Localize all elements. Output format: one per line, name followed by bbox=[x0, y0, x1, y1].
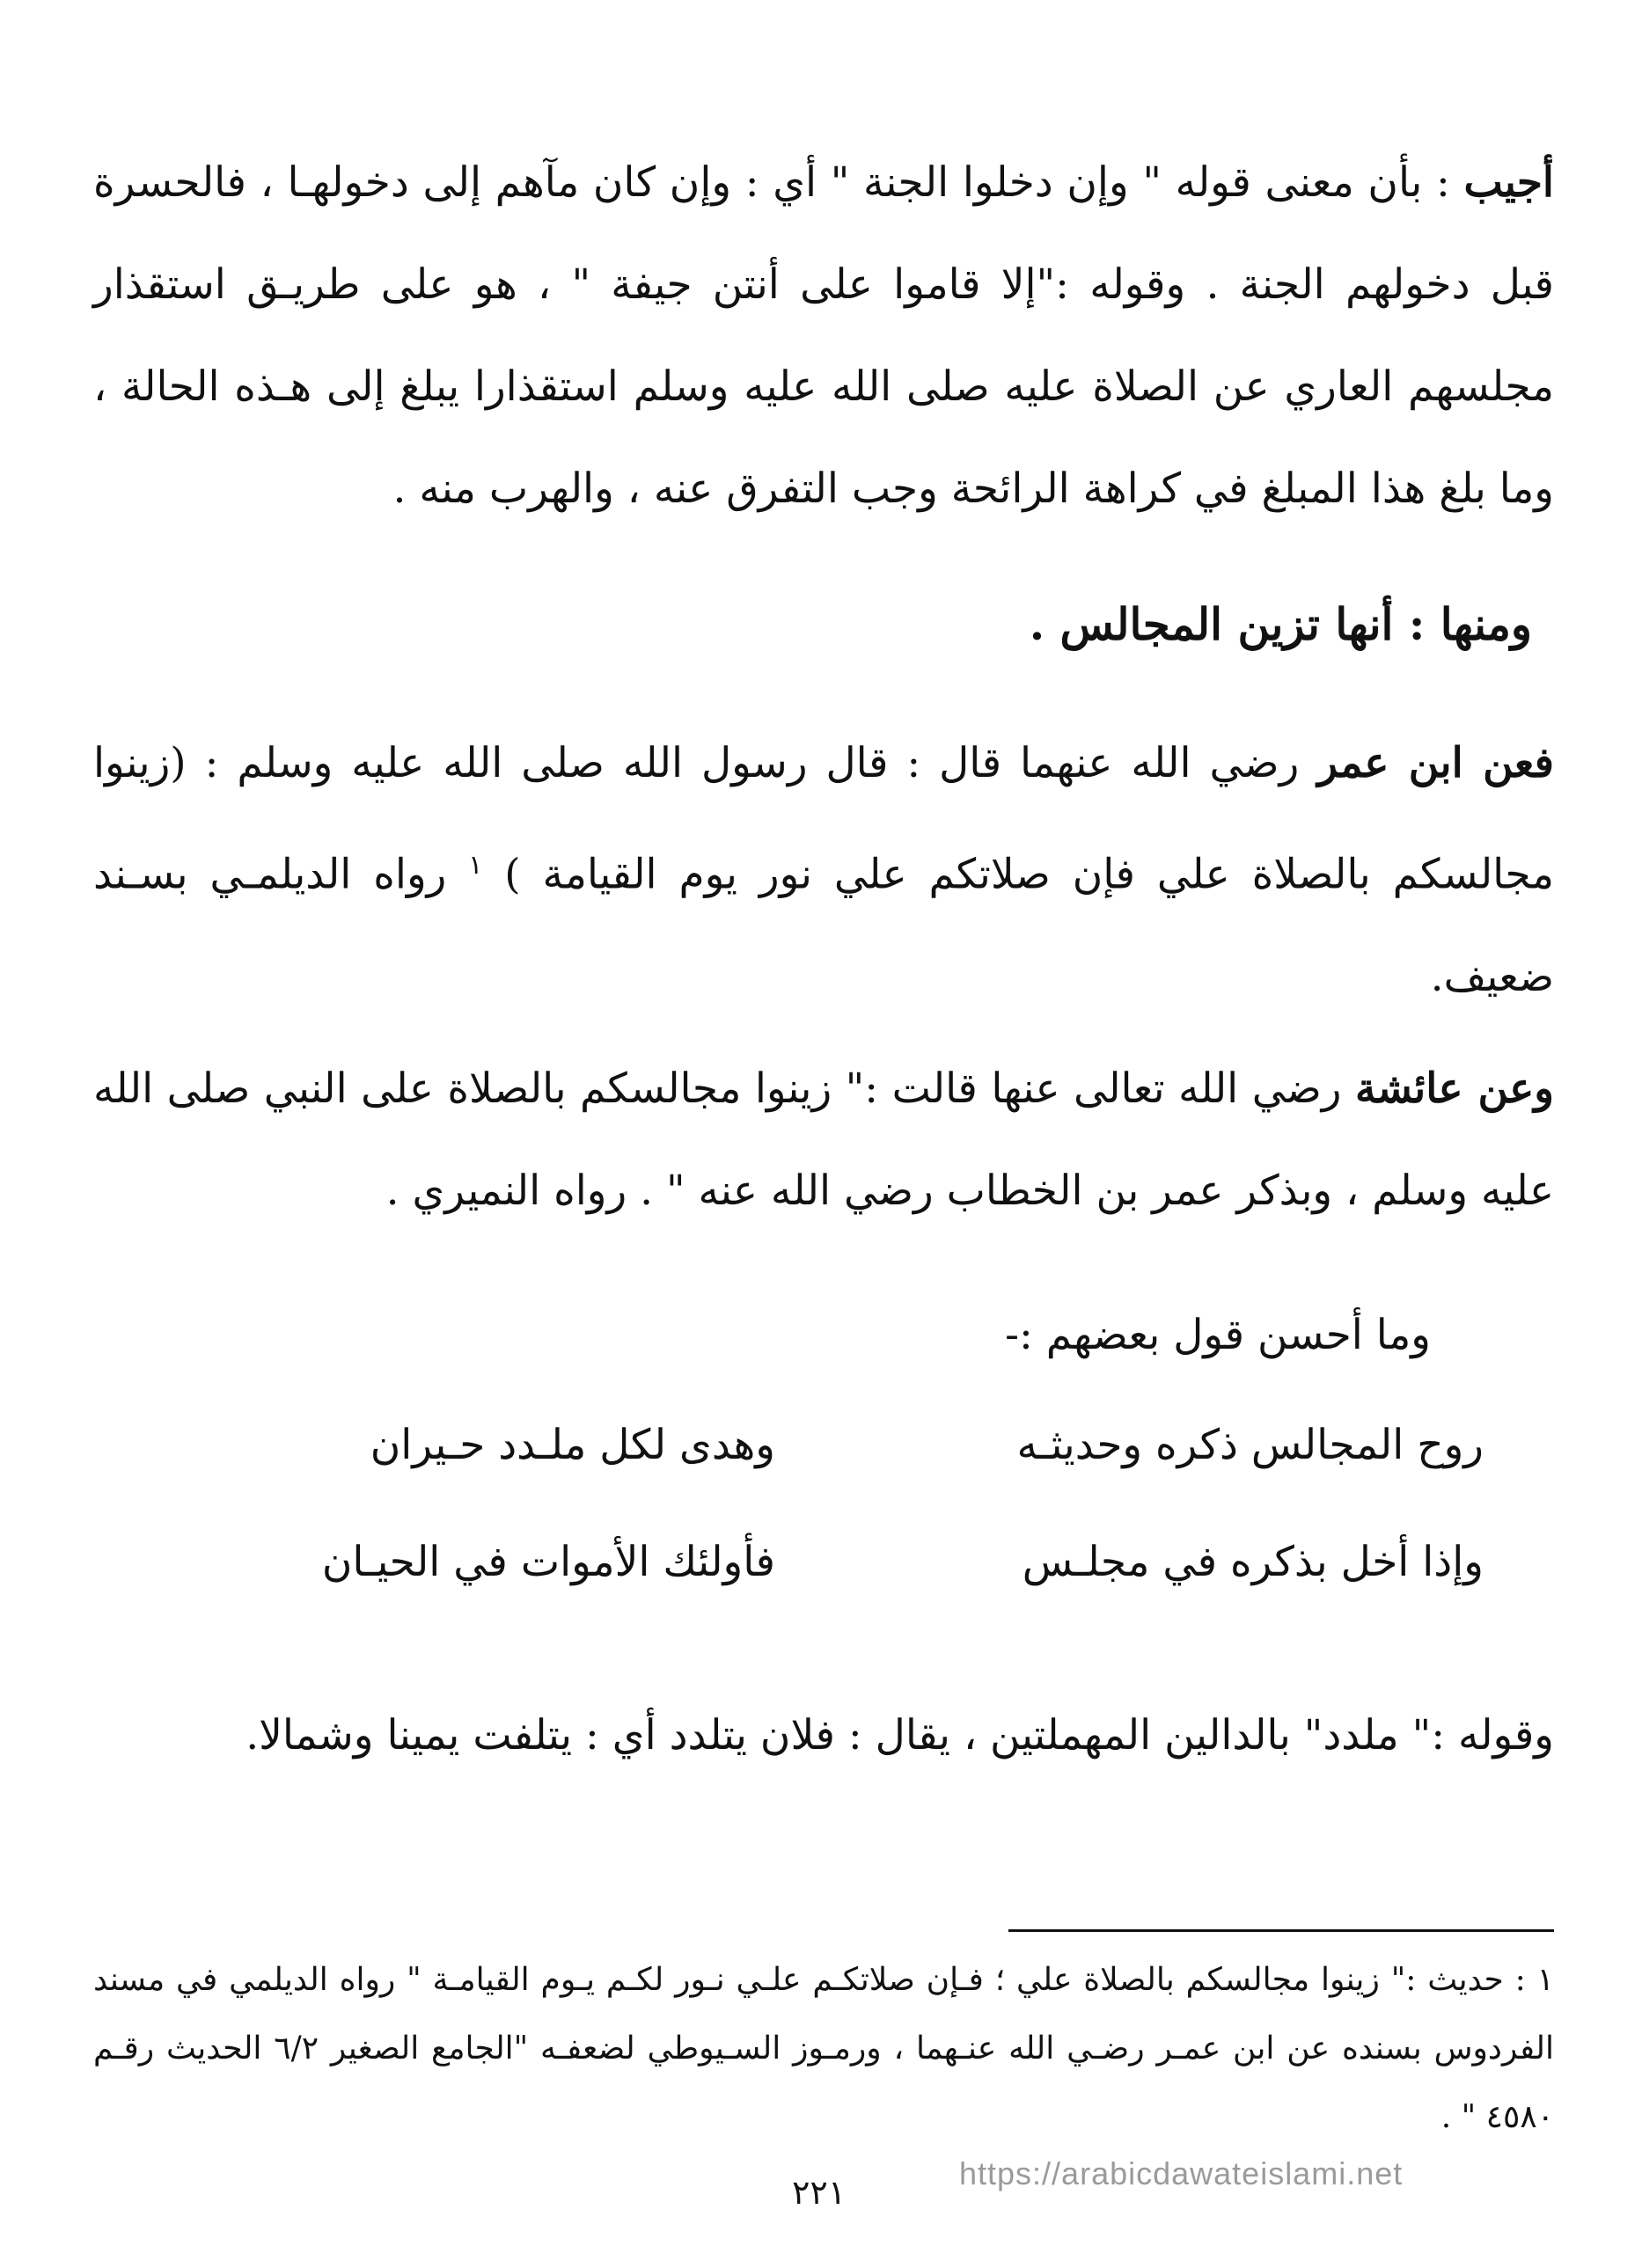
hadith1-after: رواه الديلمـي بسـند ضعيف. bbox=[93, 850, 1554, 1001]
footnote-ref[interactable]: ١ bbox=[468, 850, 483, 881]
answer-lead: أجيب bbox=[1463, 158, 1554, 207]
heading-suffix: . bbox=[1029, 598, 1060, 650]
answer-text: : بأن معنى قوله " وإن دخلوا الجنة " أي : وإن كان مآهم إلى دخولهـا ، فالحسرة قبل دخولهم الجنة . وقوله :"إلا قاموا على أنتن جيفة " ، هو على طريـق استقذار مجلسهم العاري عن الصلاة عليه صلى الله عليه وسلم استقذارا يبلغ إلى هـذه الحالة ، وما بلغ هذا المبلغ في كراهة الرائحة وجب التفرق عنه ، والهرب منه . bbox=[93, 158, 1554, 513]
verse-1-first-hemistich: روح المجالس ذكره وحديثـه bbox=[1016, 1421, 1484, 1469]
heading-bold: أنها تزين المجالس bbox=[1059, 598, 1394, 650]
poem-intro: وما أحسن قول بعضهم :- bbox=[1005, 1311, 1431, 1359]
hadith1-lead: فعن ابن عمر bbox=[1317, 739, 1554, 787]
verse-2-first-hemistich: وإذا أخل بذكره في مجلـس bbox=[1022, 1538, 1484, 1586]
hadith1-text: رضي الله عنهما قال : قال رسول الله صلى الله عليه وسلم : (زينوا مجالسكم بالصلاة علي فإن صلاتكم علي نور يوم القيامة ) bbox=[93, 739, 1554, 899]
answer-paragraph bbox=[93, 132, 1554, 540]
hadith2-lead: وعن عائشة bbox=[1355, 1064, 1555, 1113]
explanation-paragraph: وقوله :" ملدد" بالدالين المهملتين ، يقال : فلان يتلدد أي : يتلفت يمينا وشمالا. bbox=[246, 1711, 1554, 1760]
footnote-text: ١ : حديث :" زينوا مجالسكم بالصلاة علي ؛ فـإن صلاتكـم علـي نـور لكـم يـوم القيامـة " رواه الديلمي في مسند الفردوس بسنده عن ابن عمـر رضـي الله عنـهما ، ورمـوز السـيوطي لضعفـه "الجامع الصغير ٦/٢ الحديث رقـم ٤٥٨٠ " . bbox=[93, 1962, 1555, 2135]
hadith-ibn-umar-paragraph bbox=[93, 713, 1554, 1028]
hadith2-text: رضي الله تعالى عنها قالت :" زينوا مجالسكم بالصلاة على النبي صلى الله عليه وسلم ، وبذكر عمر بن الخطاب رضي الله عنه " . رواه النميري . bbox=[93, 1064, 1554, 1215]
section-heading bbox=[1030, 598, 1532, 650]
watermark-link[interactable]: https://arabicdawateislami.net bbox=[959, 2155, 1404, 2191]
verse-2-second-hemistich: فأولئك الأموات في الحيـان bbox=[321, 1538, 775, 1586]
heading-prefix: ومنها : bbox=[1393, 598, 1532, 650]
footnote-separator bbox=[1008, 1929, 1554, 1932]
page-number: ٢٢١ bbox=[792, 2173, 847, 2212]
verse-1-second-hemistich: وهدى لكل ملـدد حـيران bbox=[370, 1421, 775, 1469]
hadith-aisha-paragraph bbox=[93, 1038, 1554, 1242]
